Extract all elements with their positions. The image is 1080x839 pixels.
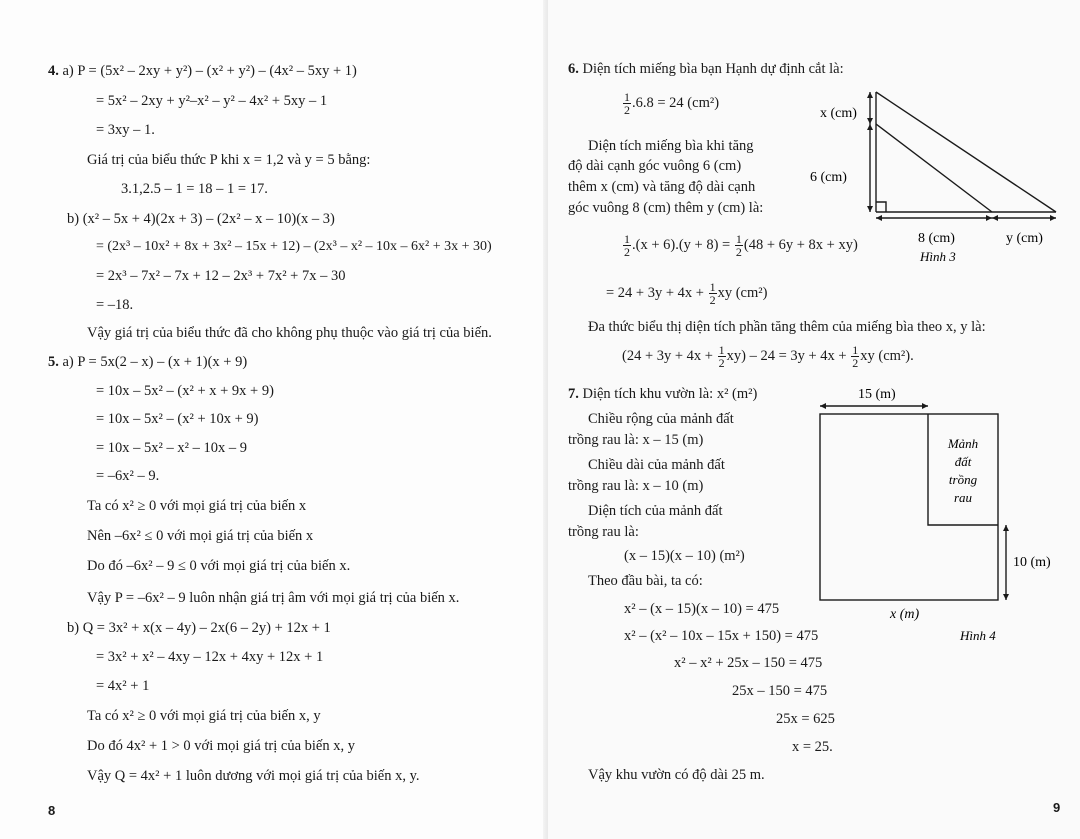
problem-4b-line-1: b) (x² – 5x + 4)(2x + 3) – (2x² – x – 10)(x – 3) <box>67 211 335 227</box>
problem-7-text-4: trồng rau là: x – 10 (m) <box>568 478 704 494</box>
problem-4-line-1: 4. a) P = (5x² – 2xy + y²) – (x² + y²) – (4x² – 5xy + 1) <box>48 63 357 79</box>
plot-label-4: rau <box>953 490 973 505</box>
problem-4-line-3: = 3xy – 1. <box>96 122 155 138</box>
problem-7-conclusion: Vậy khu vườn có độ dài 25 m. <box>588 767 765 783</box>
problem-7-intro: 7. Diện tích khu vườn là: x² (m²) <box>568 386 758 402</box>
problem-4b-line-2: = (2x³ – 10x² + 8x + 3x² – 15x + 12) – (2x³ – x² – 10x – 6x² + 3x + 30) <box>96 239 492 254</box>
problem-6-eq-1: $\frac{1}{2}$ .(x + 6).(y + 8) = $\frac{1}{2}$ (48 + 6y + 8x + xy) <box>624 232 858 259</box>
problem-5-line-2: = 10x – 5x² – (x² + x + 9x + 9) <box>96 383 274 399</box>
label-10-m: 10 (m) <box>1013 555 1051 570</box>
problem-5b-line-3: = 4x² + 1 <box>96 678 150 694</box>
right-page <box>548 0 1080 839</box>
problem-5b-line-2: = 3x² + x² – 4xy – 12x + 4xy + 12x + 1 <box>96 649 324 665</box>
problem-7-eq-4: 25x – 150 = 475 <box>732 683 828 699</box>
plot-label-1: Mảnh <box>947 436 979 451</box>
page-number-right: 9 <box>1053 800 1061 815</box>
problem-5-line-3: = 10x – 5x² – (x² + 10x + 9) <box>96 411 259 427</box>
problem-7-text-7: (x – 15)(x – 10) (m²) <box>624 548 745 564</box>
page-number-left: 8 <box>48 803 56 818</box>
problem-6-text-2: độ dài cạnh góc vuông 6 (cm) <box>568 158 742 174</box>
figure-3-triangle <box>810 82 1070 272</box>
problem-5-text-3: Do đó –6x² – 9 ≤ 0 với mọi giá trị của biến x. <box>87 558 351 574</box>
problem-5-conclusion: Vậy P = –6x² – 9 luôn nhận giá trị âm với mọi giá trị của biến x. <box>87 590 460 606</box>
label-8-cm: 8 (cm) <box>918 231 955 246</box>
figure-4-caption: Hình 4 <box>960 628 996 643</box>
problem-7-text-2: trồng rau là: x – 15 (m) <box>568 432 704 448</box>
problem-5b-text-2: Do đó 4x² + 1 > 0 với mọi giá trị của biến x, y <box>87 738 355 754</box>
label-y-cm: y (cm) <box>1006 231 1043 246</box>
label-6-cm: 6 (cm) <box>810 170 847 185</box>
figure-3-caption: Hình 3 <box>920 249 956 264</box>
problem-4b-conclusion: Vậy giá trị của biểu thức đã cho không phụ thuộc vào giá trị của biến. <box>87 325 492 341</box>
problem-4-value: 3.1,2.5 – 1 = 18 – 1 = 17. <box>121 181 268 197</box>
problem-4b-line-4: = –18. <box>96 297 134 313</box>
problem-6-conclusion: Đa thức biểu thị diện tích phần tăng thêm của miếng bìa theo x, y là: <box>588 319 986 335</box>
problem-6-area: $\frac{1}{2}$ .6.8 = 24 (cm²) <box>624 90 720 117</box>
label-x-m: x (m) <box>890 607 920 622</box>
problem-5b-line-1: b) Q = 3x² + x(x – 4y) – 2x(6 – 2y) + 12x + 1 <box>67 620 331 636</box>
problem-5-text-1: Ta có x² ≥ 0 với mọi giá trị của biến x <box>87 498 307 514</box>
problem-5-line-4: = 10x – 5x² – x² – 10x – 9 <box>96 440 247 456</box>
problem-7-eq-1: x² – (x – 15)(x – 10) = 475 <box>624 601 780 617</box>
problem-7-text-5: Diện tích của mảnh đất <box>588 503 723 519</box>
problem-7-eq-5: 25x = 625 <box>776 711 835 727</box>
problem-5b-text-1: Ta có x² ≥ 0 với mọi giá trị của biến x, y <box>87 708 321 724</box>
problem-6-eq-2: = 24 + 3y + 4x + $\frac{1}{2}$ xy (cm²) <box>606 280 768 307</box>
problem-6-final: (24 + 3y + 4x + $\frac{1}{2}$ xy) – 24 = 3y + 4x + $\frac{1}{2}$ xy (cm²). <box>622 343 914 370</box>
label-15-m: 15 (m) <box>858 387 896 402</box>
plot-label-2: đất <box>954 454 972 469</box>
problem-6-text-4: góc vuông 8 (cm) thêm y (cm) là: <box>568 200 764 216</box>
problem-7-eq-2: x² – (x² – 10x – 15x + 150) = 475 <box>624 628 819 644</box>
problem-5-text-2: Nên –6x² ≤ 0 với mọi giá trị của biến x <box>87 528 314 544</box>
problem-4b-line-3: = 2x³ – 7x² – 7x + 12 – 2x³ + 7x² + 7x – 30 <box>96 268 346 284</box>
problem-7-text-1: Chiều rộng của mảnh đất <box>588 411 734 427</box>
problem-4-line-2: = 5x² – 2xy + y²–x² – y² – 4x² + 5xy – 1 <box>96 93 328 109</box>
problem-7-text-3: Chiều dài của mảnh đất <box>588 457 725 473</box>
problem-7-eq-6: x = 25. <box>792 739 833 755</box>
problem-4-text: Giá trị của biểu thức P khi x = 1,2 và y = 5 bằng: <box>87 152 371 168</box>
problem-5-line-1: 5. a) P = 5x(2 – x) – (x + 1)(x + 9) <box>48 354 248 370</box>
problem-6-text-3: thêm x (cm) và tăng độ dài cạnh <box>568 179 756 195</box>
figure-4-garden <box>810 384 1070 646</box>
problem-7-eq-3: x² – x² + 25x – 150 = 475 <box>674 655 823 671</box>
problem-5-line-5: = –6x² – 9. <box>96 468 160 484</box>
problem-5b-conclusion: Vậy Q = 4x² + 1 luôn dương với mọi giá trị của biến x, y. <box>87 768 420 784</box>
problem-7-text-6: trồng rau là: <box>568 524 639 540</box>
plot-label-3: trồng <box>948 472 978 487</box>
problem-6-intro: 6. Diện tích miếng bìa bạn Hạnh dự định cắt là: <box>568 61 844 77</box>
problem-6-text-1: Diện tích miếng bìa khi tăng <box>588 138 754 154</box>
label-x-cm: x (cm) <box>820 106 857 121</box>
problem-7-text-8: Theo đầu bài, ta có: <box>588 573 703 589</box>
